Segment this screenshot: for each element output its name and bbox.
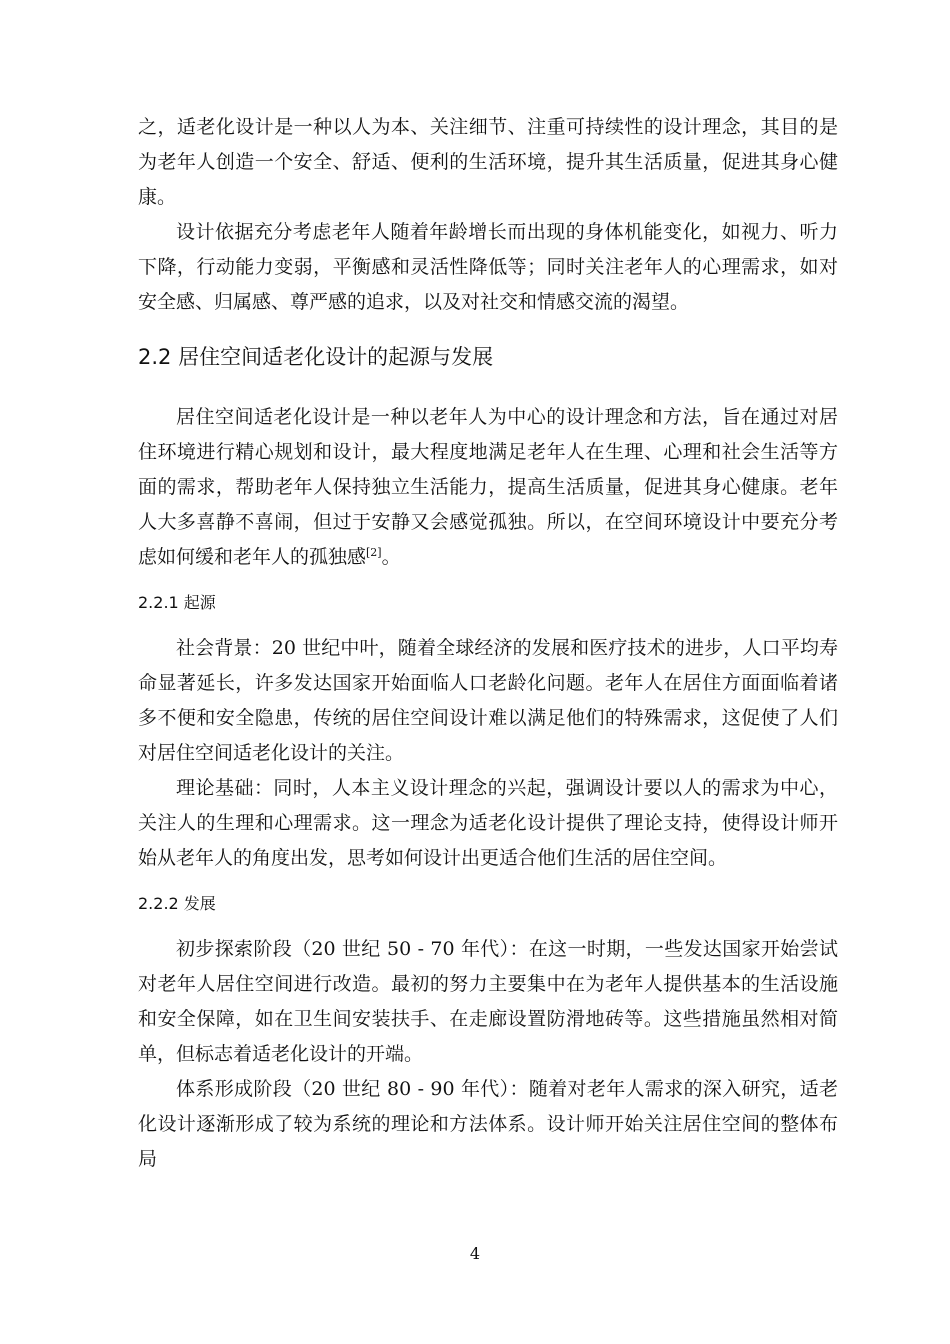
intro-text: 居住空间适老化设计是一种以老年人为中心的设计理念和方法，旨在通过对居住环境进行精心规划和设计，最大程度地满足老年人在生理、心理和社会生活等方面的需求，帮助老年人保持独立生活能力，提高生活质量，促进其身心健康。老年人大多喜静不喜闹，但过于安静又会感觉孤独。所以，在空间环境设计中要充分考虑如何缓和老年人的孤独感 <box>138 406 838 568</box>
subsection-heading-origin: 2.2.1 起源 <box>138 593 216 612</box>
citation-reference[interactable]: [2] <box>366 546 382 559</box>
section-heading-2-2: 2.2 居住空间适老化设计的起源与发展 <box>138 345 494 369</box>
intro-end-punctuation: 。 <box>381 546 401 568</box>
paragraph-initial-stage: 初步探索阶段（20 世纪 50 - 70 年代）：在这一时期，一些发达国家开始尝试对老年人居住空间进行改造。最初的努力主要集中在为老年人提供基本的生活设施和安全保障，如在卫生间安装扶手、在走廊设置防滑地砖等。这些措施虽然相对简单，但标志着适老化设计的开端。 <box>138 938 838 1065</box>
paragraph-continuation: 之，适老化设计是一种以人为本、关注细节、注重可持续性的设计理念，其目的是为老年人创造一个安全、舒适、便利的生活环境，提升其生活质量，促进其身心健康。 <box>138 116 838 208</box>
paragraph-theoretical-basis: 理论基础：同时，人本主义设计理念的兴起，强调设计要以人的需求为中心，关注人的生理和心理需求。这一理念为适老化设计提供了理论支持，使得设计师开始从老年人的角度出发，思考如何设计出更适合他们生活的居住空间。 <box>138 777 838 869</box>
paragraph-system-stage: 体系形成阶段（20 世纪 80 - 90 年代）：随着对老年人需求的深入研究，适老化设计逐渐形成了较为系统的理论和方法体系。设计师开始关注居住空间的整体布局 <box>138 1078 838 1170</box>
page-content <box>138 110 838 1177</box>
paragraph-section-intro <box>138 400 838 575</box>
subsection-heading-development: 2.2.2 发展 <box>138 894 216 913</box>
page-number: 4 <box>469 1244 481 1263</box>
paragraph-social-background: 社会背景：20 世纪中叶，随着全球经济的发展和医疗技术的进步，人口平均寿命显著延长，许多发达国家开始面临人口老龄化问题。老年人在居住方面面临着诸多不便和安全隐患，传统的居住空间设计难以满足他们的特殊需求，这促使了人们对居住空间适老化设计的关注。 <box>138 637 838 764</box>
paragraph-design-basis: 设计依据充分考虑老年人随着年龄增长而出现的身体机能变化，如视力、听力下降，行动能力变弱，平衡感和灵活性降低等；同时关注老年人的心理需求，如对安全感、归属感、尊严感的追求，以及对社交和情感交流的渴望。 <box>138 221 838 313</box>
